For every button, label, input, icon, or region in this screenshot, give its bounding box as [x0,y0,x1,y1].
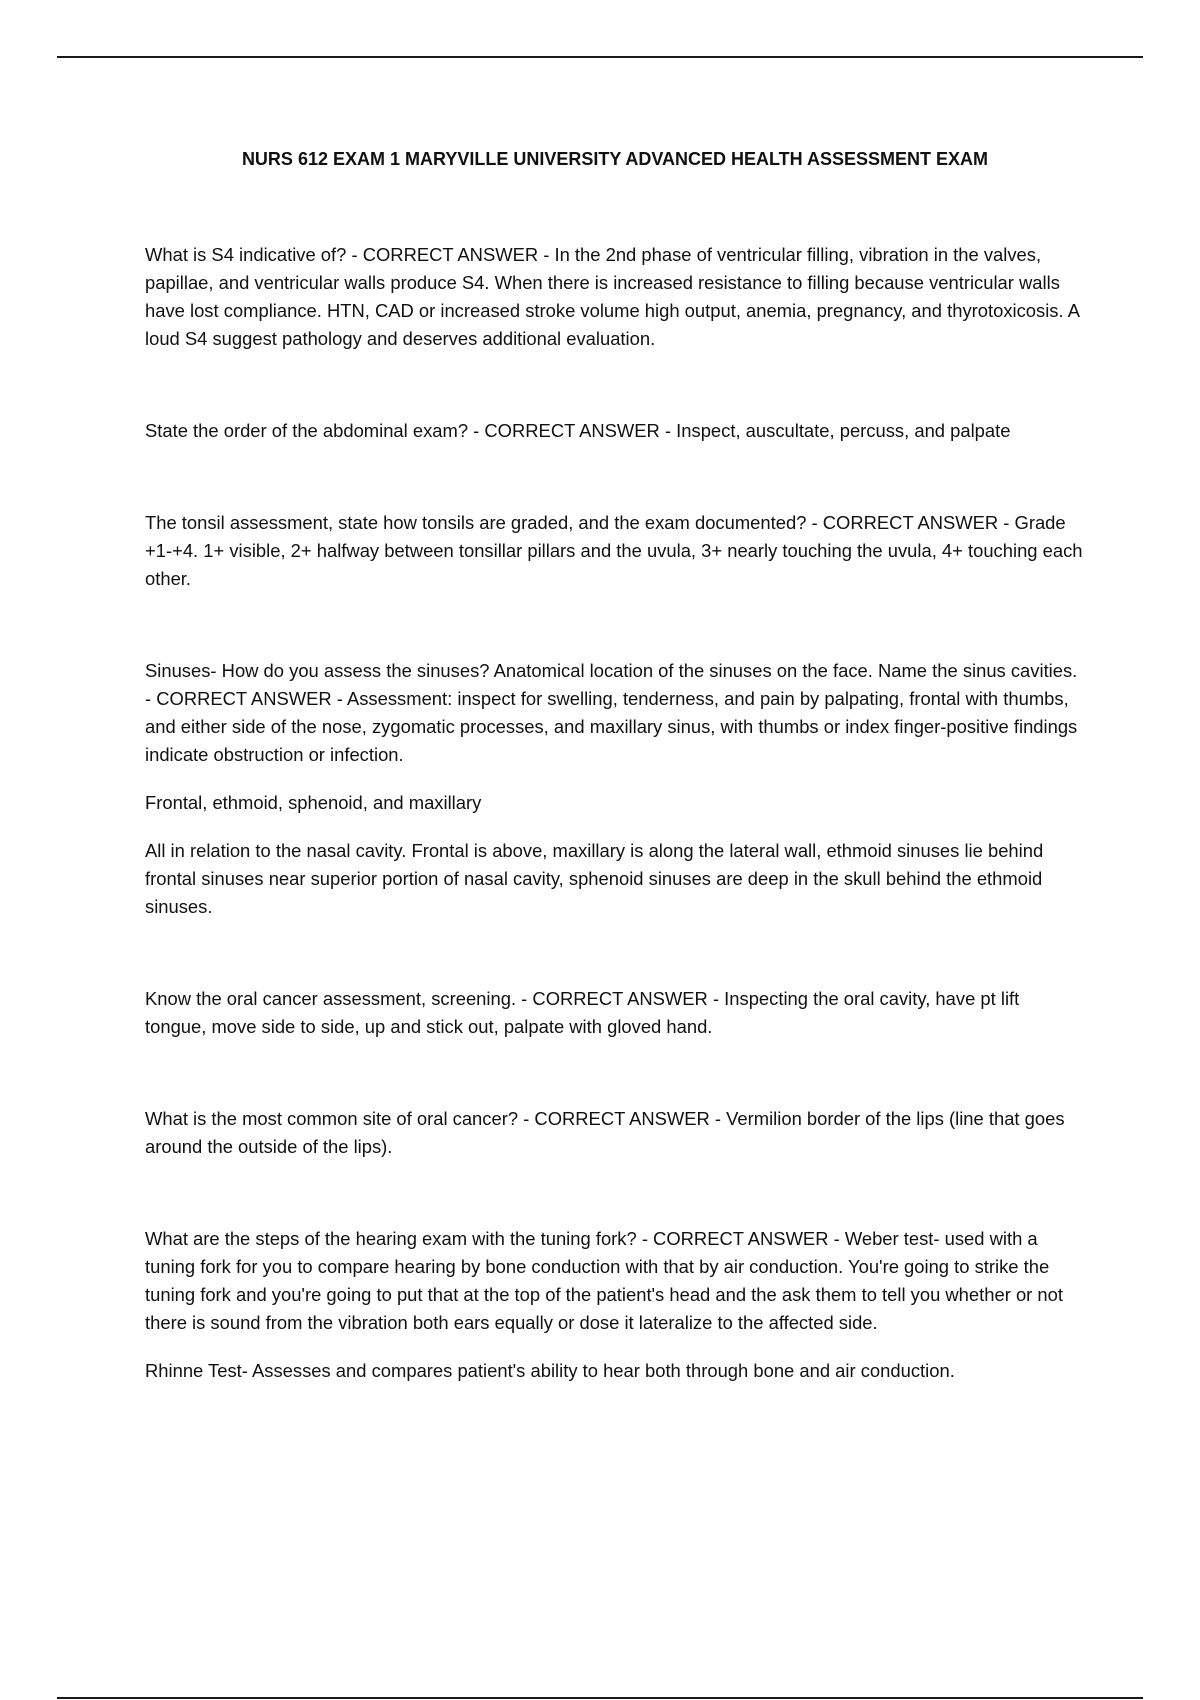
qa-paragraph: Know the oral cancer assessment, screening. - CORRECT ANSWER - Inspecting the oral cavity, have pt lift tongue, move side to side, up and stick out, palpate with gloved hand. [145,988,1020,1037]
document-body [145,146,1085,1405]
qa-paragraph: What is S4 indicative of? - CORRECT ANSWER - In the 2nd phase of ventricular filling, vibration in the valves, papillae, and ventricular walls produce S4. When there is increased resistance to filling because ventricular walls have lost compliance. HTN, CAD or increased stroke volume high output, anemia, pregnancy, and thyrotoxicosis. A loud S4 suggest pathology and deserves additional evaluation. [145,244,1079,349]
qa-entry [145,1105,1085,1161]
qa-paragraph: Sinuses- How do you assess the sinuses? Anatomical location of the sinuses on the face. Name the sinus cavities. - CORRECT ANSWER - Assessment: inspect for swelling, tenderness, and pain by palpating, frontal with thumbs, and either side of the nose, zygomatic processes, and maxillary sinus, with thumbs or index finger-positive findings indicate obstruction or infection. [145,660,1078,765]
qa-paragraph: All in relation to the nasal cavity. Frontal is above, maxillary is along the lateral wall, ethmoid sinuses lie behind frontal sinuses near superior portion of nasal cavity, sphenoid sinuses are deep in the skull behind the ethmoid sinuses. [145,840,1044,917]
qa-entry [145,241,1085,353]
document-title: NURS 612 EXAM 1 MARYVILLE UNIVERSITY ADVANCED HEALTH ASSESSMENT EXAM [241,149,989,169]
qa-paragraph: Rhinne Test- Assesses and compares patient's ability to hear both through bone and air conduction. [145,1360,955,1381]
spacer [145,941,1085,985]
qa-paragraph: The tonsil assessment, state how tonsils are graded, and the exam documented? - CORRECT ANSWER - Grade +1-+4. 1+ visible, 2+ halfway between tonsillar pillars and the uvula, 3+ nearly touching the uvula, 4+ touching each other. [145,512,1083,589]
spacer [145,373,1085,417]
qa-entry [145,657,1085,921]
bottom-rule [57,1697,1143,1699]
spacer [145,465,1085,509]
qa-entry [145,985,1085,1041]
spacer [145,613,1085,657]
qa-entry [145,509,1085,593]
spacer [145,1181,1085,1225]
qa-paragraph: What are the steps of the hearing exam with the tuning fork? - CORRECT ANSWER - Weber test- used with a tuning fork for you to compare hearing by bone conduction with that by air conduction. You're going to strike the tuning fork and you're going to put that at the top of the patient's head and the ask them to tell you whether or not there is sound from the vibration both ears equally or dose it lateralize to the affected side. [145,1228,1063,1333]
qa-entry [145,417,1085,445]
spacer [145,1061,1085,1105]
qa-paragraph: State the order of the abdominal exam? - CORRECT ANSWER - Inspect, auscultate, percuss, and palpate [145,420,1011,441]
qa-entry [145,1225,1085,1385]
qa-paragraph: Frontal, ethmoid, sphenoid, and maxillary [145,792,482,813]
qa-paragraph: What is the most common site of oral cancer? - CORRECT ANSWER - Vermilion border of the lips (line that goes around the outside of the lips). [145,1108,1065,1157]
top-rule [57,56,1143,58]
